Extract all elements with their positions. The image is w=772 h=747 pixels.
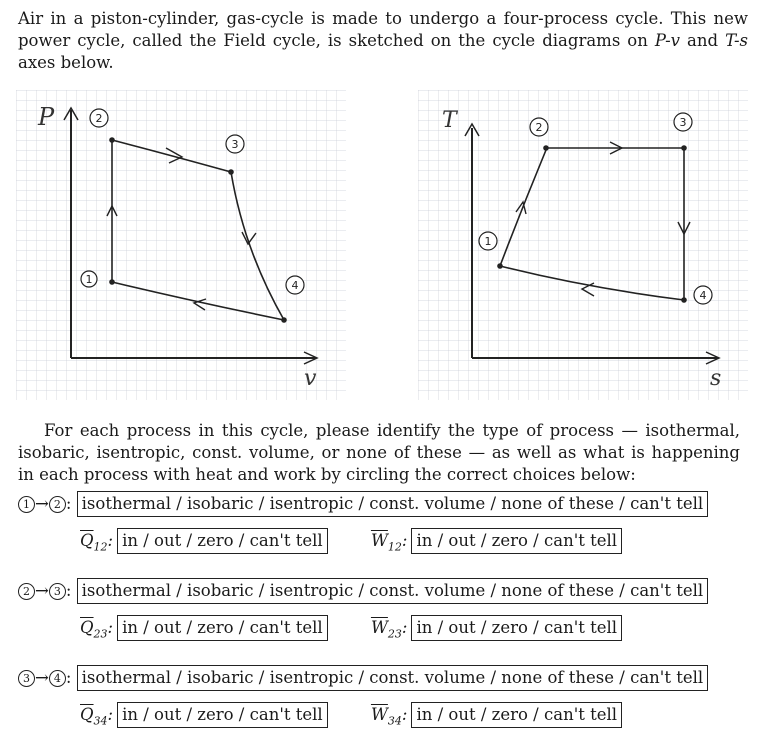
heat-symbol-3-4: $\overline{Q}_{34}$: [80,704,114,727]
process-row-3-4 [18,665,708,691]
pv-y-label: P [38,103,55,131]
ts-state-3-point [681,145,687,151]
work-options-1-2[interactable]: in / out / zero / can't tell [411,528,622,554]
work-letter: $\overline{W}$ [370,530,388,550]
intro-and: and [680,31,726,50]
pv-diagram [16,90,346,400]
pv-state-3-point [228,169,234,175]
heat-symbol-2-3: $\overline{Q}_{23}$: [80,617,114,640]
heat-options-2-3[interactable]: in / out / zero / can't tell [117,615,328,641]
heat-options-3-4[interactable]: in / out / zero / can't tell [117,702,328,728]
heat-subscript: 12 [93,539,108,553]
process-type-options-2-3[interactable]: isothermal / isobaric / isentropic / const. volume / none of these / can't tell [77,578,709,604]
process-arrow: → [35,493,49,513]
work-subscript: 34 [387,713,402,727]
pv-grid [16,90,346,400]
work-symbol-1-2: $\overline{W}_{12}$: [370,530,408,553]
pv-state-4-label: 4 [291,279,299,292]
ts-state-3-label: 3 [679,116,687,129]
heat-letter: $\overline{Q}$ [80,530,94,550]
work-symbol-2-3: $\overline{W}_{23}$: [370,617,408,640]
state-from-badge: 3 [18,670,35,687]
energy-row-3-4 [80,702,622,731]
heat-letter: $\overline{Q}$ [80,617,94,637]
ts-state-4-label: 4 [699,289,707,302]
ts-state-2-label: 2 [535,121,543,134]
pv-state-4-point [281,317,287,323]
process-arrow: → [35,580,49,600]
ts-state-2-point [543,145,549,151]
pv-state-1-point [109,279,115,285]
intro-paragraph [18,8,748,74]
energy-row-2-3 [80,615,622,644]
instructions-text: For each process in this cycle, please identify the type of process — isothermal, isobaric, isentropic, const. volume, or none of these — as well as what is happening in each process with heat and work by circling the correct choices below: [18,421,740,484]
pv-state-2-label: 2 [95,112,103,125]
ts-y-label: T [442,108,457,133]
state-to-badge: 2 [49,496,66,513]
process-type-options-3-4[interactable]: isothermal / isobaric / isentropic / const. volume / none of these / can't tell [77,665,709,691]
work-subscript: 12 [387,539,402,553]
pv-state-3-label: 3 [231,138,239,151]
ts-x-label: s [710,366,722,391]
ts-state-1-label: 1 [484,235,492,248]
ts-grid [418,90,748,400]
work-options-2-3[interactable]: in / out / zero / can't tell [411,615,622,641]
process-label-1-2: 1 → 2 : [18,494,71,514]
process-label-2-3: 2 → 3 : [18,581,71,601]
work-letter: $\overline{W}$ [370,704,388,724]
process-label-3-4: 3 → 4 : [18,668,71,688]
state-from-badge: 2 [18,583,35,600]
state-to-badge: 3 [49,583,66,600]
ts-axes-label: T-s [725,31,748,50]
energy-row-1-2 [80,528,622,557]
pv-state-2-point [109,137,115,143]
work-symbol-3-4: $\overline{W}_{34}$: [370,704,408,727]
process-arrow: → [35,667,49,687]
process-row-2-3 [18,578,708,604]
instructions [18,420,740,486]
work-letter: $\overline{W}$ [370,617,388,637]
process-type-options-1-2[interactable]: isothermal / isobaric / isentropic / const. volume / none of these / can't tell [77,491,709,517]
heat-options-1-2[interactable]: in / out / zero / can't tell [117,528,328,554]
heat-subscript: 34 [93,713,108,727]
intro-text-after: axes below. [18,53,114,72]
pv-x-label: v [304,366,317,391]
ts-state-4-point [681,297,687,303]
work-options-3-4[interactable]: in / out / zero / can't tell [411,702,622,728]
pv-axes-label: P-v [654,31,680,50]
intro-text-before: Air in a piston-cylinder, gas-cycle is made to undergo a four-process cycle. This new power cycle, called the Field cycle, is sketched on the cycle diagrams on [18,9,748,50]
heat-letter: $\overline{Q}$ [80,704,94,724]
process-row-1-2 [18,491,708,517]
ts-state-1-point [497,263,503,269]
work-subscript: 23 [387,626,402,640]
state-from-badge: 1 [18,496,35,513]
heat-subscript: 23 [93,626,108,640]
pv-state-1-label: 1 [85,273,93,286]
heat-symbol-1-2: $\overline{Q}_{12}$: [80,530,114,553]
state-to-badge: 4 [49,670,66,687]
ts-diagram [418,90,748,400]
